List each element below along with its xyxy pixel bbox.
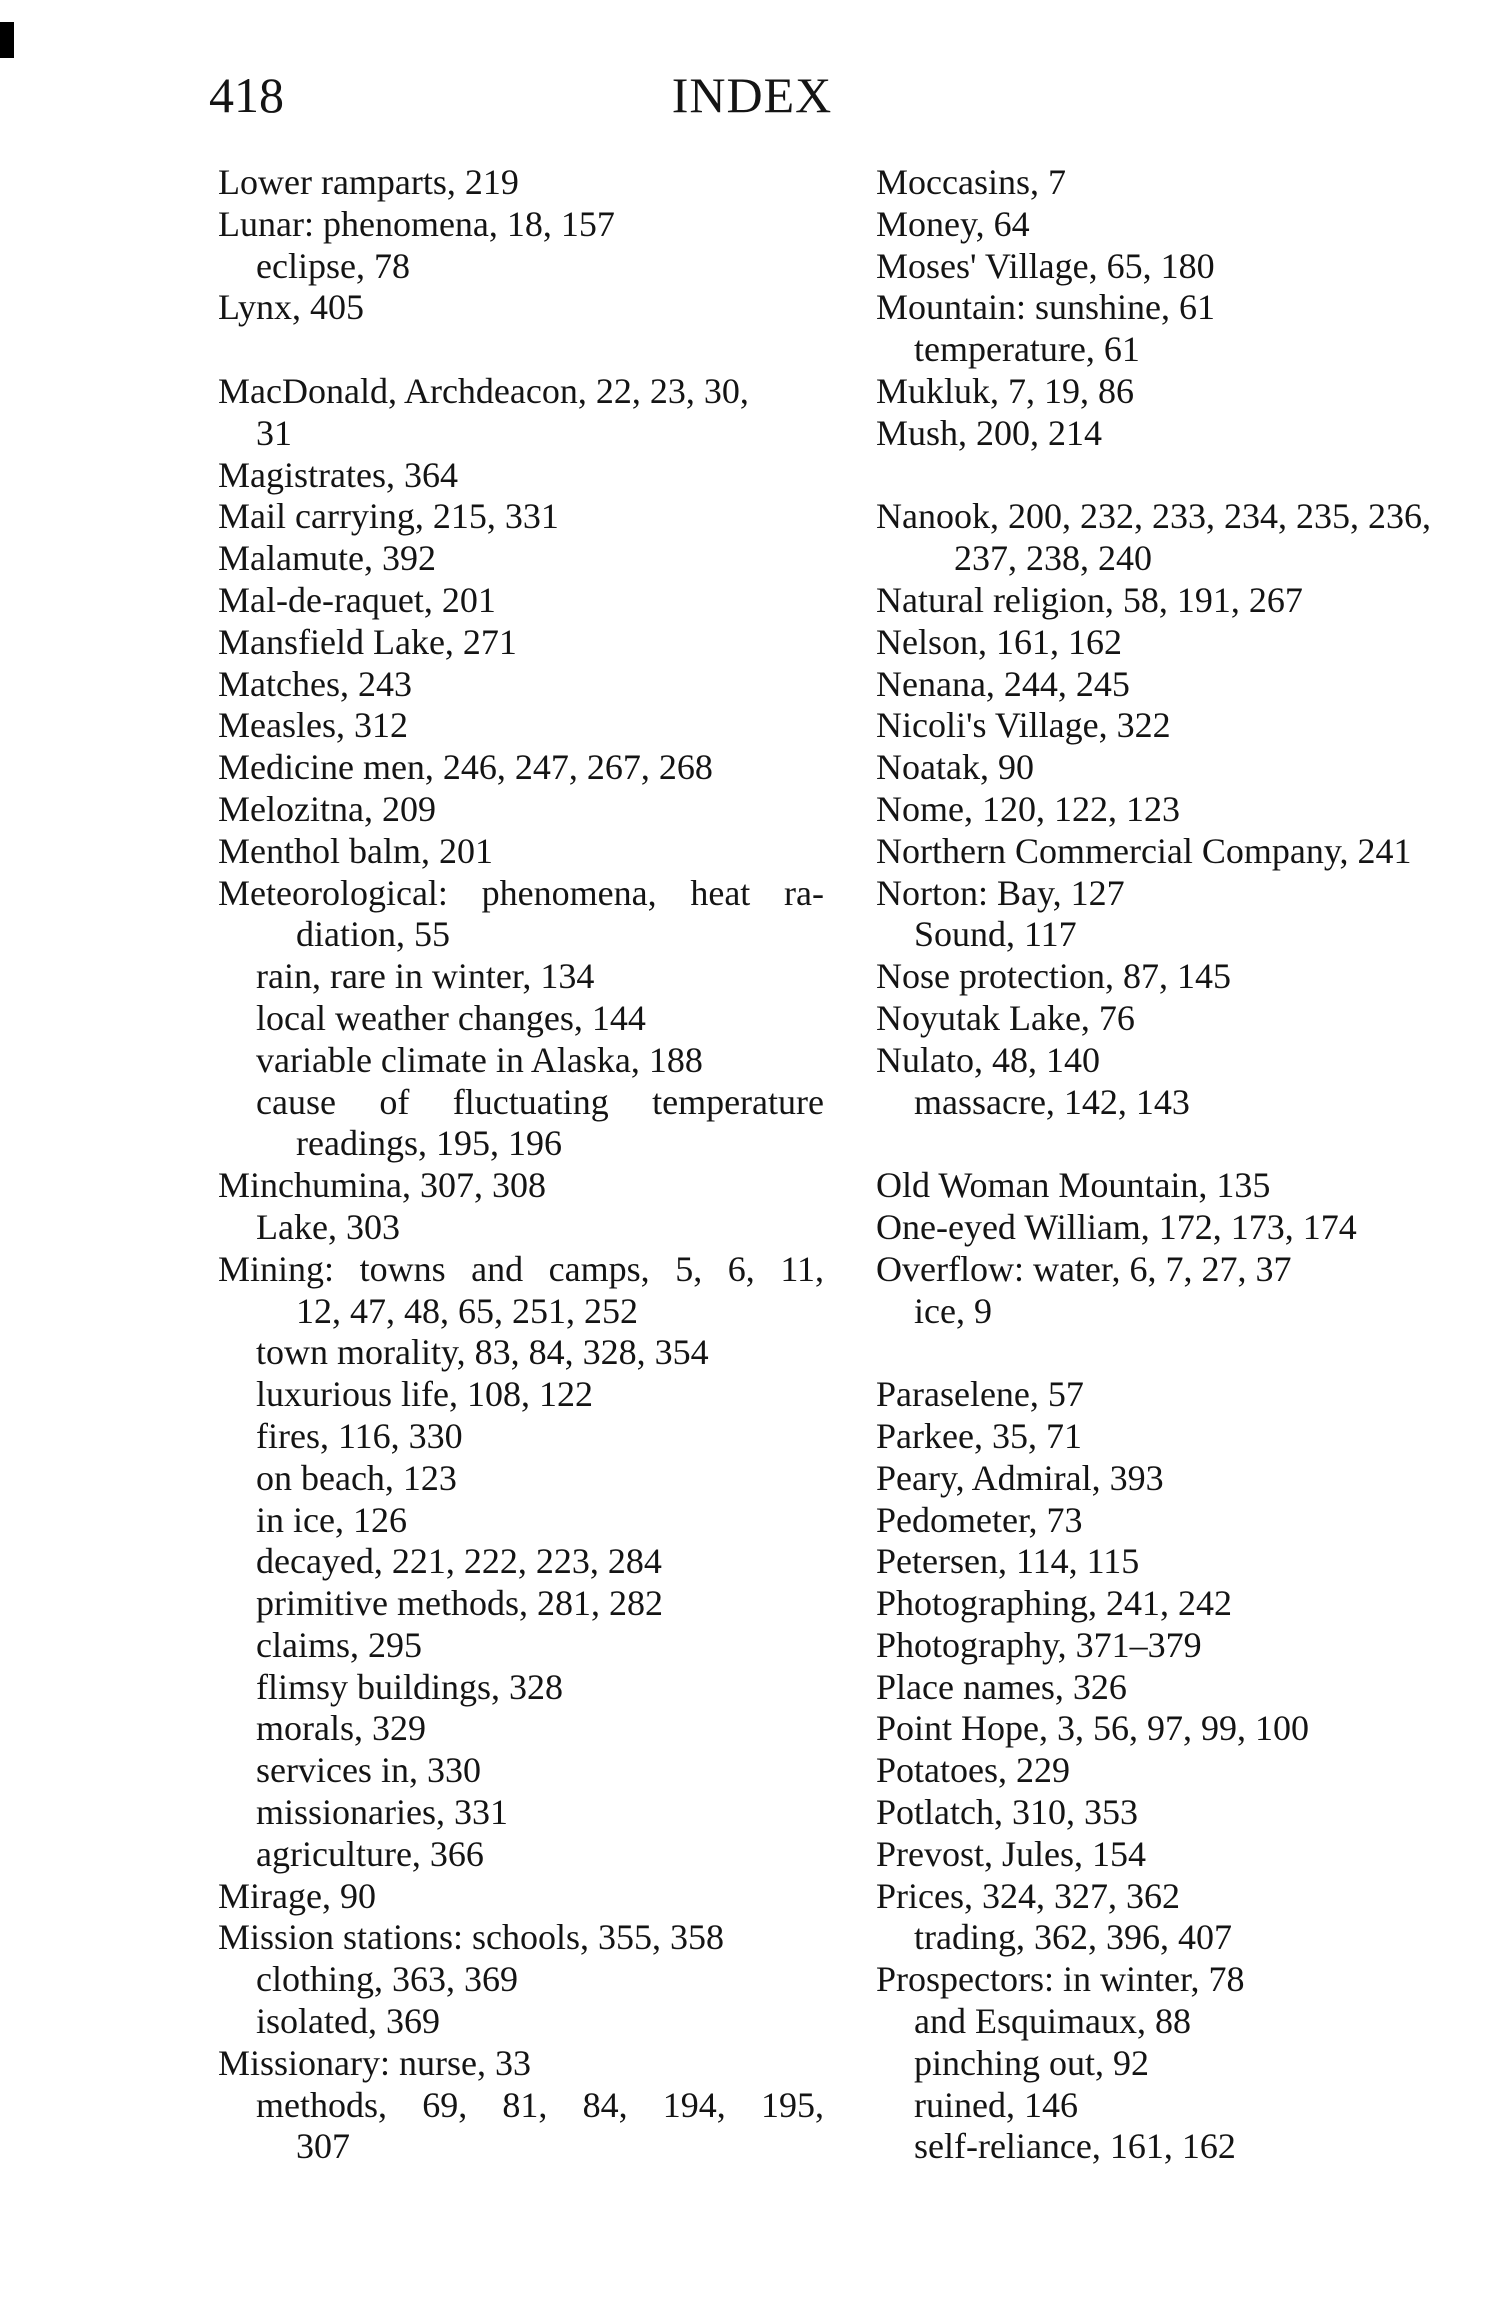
index-entry: Potatoes, 229 [876, 1750, 1070, 1791]
index-subentry: eclipse, 78 [256, 245, 410, 286]
index-subentry: on beach, 123 [256, 1457, 457, 1498]
index-subentry: services in, 330 [256, 1750, 481, 1791]
index-subentry: self-reliance, 161, 162 [914, 2126, 1236, 2167]
index-entry: Measles, 312 [218, 705, 408, 746]
index-subentry: readings, 195, 196 [296, 1123, 562, 1164]
index-subentry: and Esquimaux, 88 [914, 2001, 1191, 2042]
index-entry: Meteorological: phenomena, heat ra- [218, 872, 824, 913]
index-subentry: 31 [256, 412, 292, 453]
index-entry: Melozitna, 209 [218, 788, 436, 829]
index-subentry: primitive methods, 281, 282 [256, 1583, 663, 1624]
index-entry: Moccasins, 7 [876, 162, 1066, 202]
index-subentry: 237, 238, 240 [954, 538, 1152, 579]
index-entry: Mansfield Lake, 271 [218, 621, 517, 662]
page-number: 418 [209, 67, 284, 123]
page-title: INDEX [671, 67, 833, 123]
index-entry: Place names, 326 [876, 1666, 1127, 1707]
index-subentry: agriculture, 366 [256, 1833, 484, 1874]
index-subentry: decayed, 221, 222, 223, 284 [256, 1541, 662, 1582]
index-entry: Mush, 200, 214 [876, 412, 1103, 453]
index-entry: Nelson, 161, 162 [876, 621, 1122, 662]
index-entry: Lower ramparts, 219 [218, 162, 519, 202]
index-subentry: town morality, 83, 84, 328, 354 [256, 1332, 709, 1373]
index-subentry: cause of fluctuating temperature [256, 1081, 824, 1122]
index-entry: Point Hope, 3, 56, 97, 99, 100 [876, 1708, 1310, 1749]
index-column-right [876, 162, 1496, 2168]
index-entry: Mukluk, 7, 19, 86 [876, 370, 1135, 411]
index-entry: Moses' Village, 65, 180 [876, 245, 1215, 286]
index-subentry: 307 [296, 2126, 350, 2167]
entry-gap [876, 1123, 1496, 1165]
index-subentry: trading, 362, 396, 407 [914, 1917, 1232, 1958]
index-subentry: variable climate in Alaska, 188 [256, 1039, 703, 1080]
index-entry: Prospectors: in winter, 78 [876, 1959, 1245, 2000]
index-entry: Natural religion, 58, 191, 267 [876, 579, 1303, 620]
index-subentry: Sound, 117 [914, 914, 1077, 955]
index-entry: Lunar: phenomena, 18, 157 [218, 203, 615, 244]
index-entry: Photography, 371–379 [876, 1624, 1202, 1665]
index-entry: Minchumina, 307, 308 [218, 1165, 546, 1206]
index-entry: Peary, Admiral, 393 [876, 1457, 1164, 1498]
index-entry: Potlatch, 310, 353 [876, 1792, 1138, 1833]
index-subentry: massacre, 142, 143 [914, 1081, 1190, 1122]
index-subentry: methods, 69, 81, 84, 194, 195, [256, 2084, 824, 2125]
index-entry: Petersen, 114, 115 [876, 1541, 1140, 1582]
index-subentry: local weather changes, 144 [256, 997, 646, 1038]
index-entry: Paraselene, 57 [876, 1374, 1084, 1415]
page-edge-mark [0, 22, 14, 58]
index-entry: Mission stations: schools, 355, 358 [218, 1917, 725, 1958]
index-entry: Mal-de-raquet, 201 [218, 579, 496, 620]
index-entry: Nome, 120, 122, 123 [876, 788, 1180, 829]
index-entry: Mountain: sunshine, 61 [876, 287, 1215, 328]
index-entry: Norton: Bay, 127 [876, 872, 1125, 913]
index-entry: Parkee, 35, 71 [876, 1415, 1082, 1456]
index-entry: Nose protection, 87, 145 [876, 956, 1231, 997]
index-subentry: isolated, 369 [256, 2001, 440, 2042]
index-entry: Missionary: nurse, 33 [218, 2042, 531, 2083]
index-entry: Nicoli's Village, 322 [876, 705, 1171, 746]
entry-gap [876, 455, 1496, 497]
index-subentry: flimsy buildings, 328 [256, 1666, 564, 1707]
index-entry: Mining: towns and camps, 5, 6, 11, [218, 1248, 824, 1289]
index-entry: One-eyed William, 172, 173, 174 [876, 1206, 1357, 1247]
index-subentry: luxurious life, 108, 122 [256, 1374, 593, 1415]
index-entry: Northern Commercial Company, 241 [876, 830, 1412, 871]
index-entry: Nulato, 48, 140 [876, 1039, 1100, 1080]
index-subentry: rain, rare in winter, 134 [256, 956, 595, 997]
index-entry: Nenana, 244, 245 [876, 663, 1130, 704]
entry-gap [876, 1332, 1496, 1374]
index-entry: Noyutak Lake, 76 [876, 997, 1135, 1038]
index-entry: Malamute, 392 [218, 538, 436, 579]
index-subentry: ice, 9 [914, 1290, 992, 1331]
index-subentry: diation, 55 [296, 914, 450, 955]
index-subentry: clothing, 363, 369 [256, 1959, 518, 2000]
page-header [0, 60, 1504, 130]
index-entry: Medicine men, 246, 247, 267, 268 [218, 747, 713, 788]
index-entry: Matches, 243 [218, 663, 412, 704]
index-subentry: fires, 116, 330 [256, 1415, 463, 1456]
index-entry: Lynx, 405 [218, 287, 365, 328]
index-subentry: morals, 329 [256, 1708, 426, 1749]
index-entry: Photographing, 241, 242 [876, 1583, 1232, 1624]
index-entry: Money, 64 [876, 203, 1030, 244]
index-subentry: missionaries, 331 [256, 1792, 508, 1833]
index-entry: Mail carrying, 215, 331 [218, 496, 559, 537]
index-subentry: claims, 295 [256, 1624, 422, 1665]
index-entry: Prevost, Jules, 154 [876, 1833, 1146, 1874]
index-entry: Overflow: water, 6, 7, 27, 37 [876, 1248, 1292, 1289]
index-subentry: Lake, 303 [256, 1206, 400, 1247]
index-entry: Magistrates, 364 [218, 454, 458, 495]
index-subentry: ruined, 146 [914, 2084, 1078, 2125]
index-entry: Nanook, 200, 232, 233, 234, 235, 236, [876, 496, 1431, 537]
index-column-left [218, 162, 838, 2168]
index-entry: Prices, 324, 327, 362 [876, 1875, 1180, 1916]
index-subentry: 12, 47, 48, 65, 251, 252 [296, 1290, 638, 1331]
index-entry: Noatak, 90 [876, 747, 1034, 788]
index-entry: MacDonald, Archdeacon, 22, 23, 30, [218, 370, 749, 411]
index-entry: Mirage, 90 [218, 1875, 376, 1916]
index-entry: Menthol balm, 201 [218, 830, 493, 871]
index-subentry: pinching out, 92 [914, 2042, 1149, 2083]
index-entry: Old Woman Mountain, 135 [876, 1165, 1271, 1206]
index-subentry: in ice, 126 [256, 1499, 407, 1540]
entry-gap [218, 329, 838, 371]
index-subentry: temperature, 61 [914, 329, 1140, 370]
index-entry: Pedometer, 73 [876, 1499, 1083, 1540]
